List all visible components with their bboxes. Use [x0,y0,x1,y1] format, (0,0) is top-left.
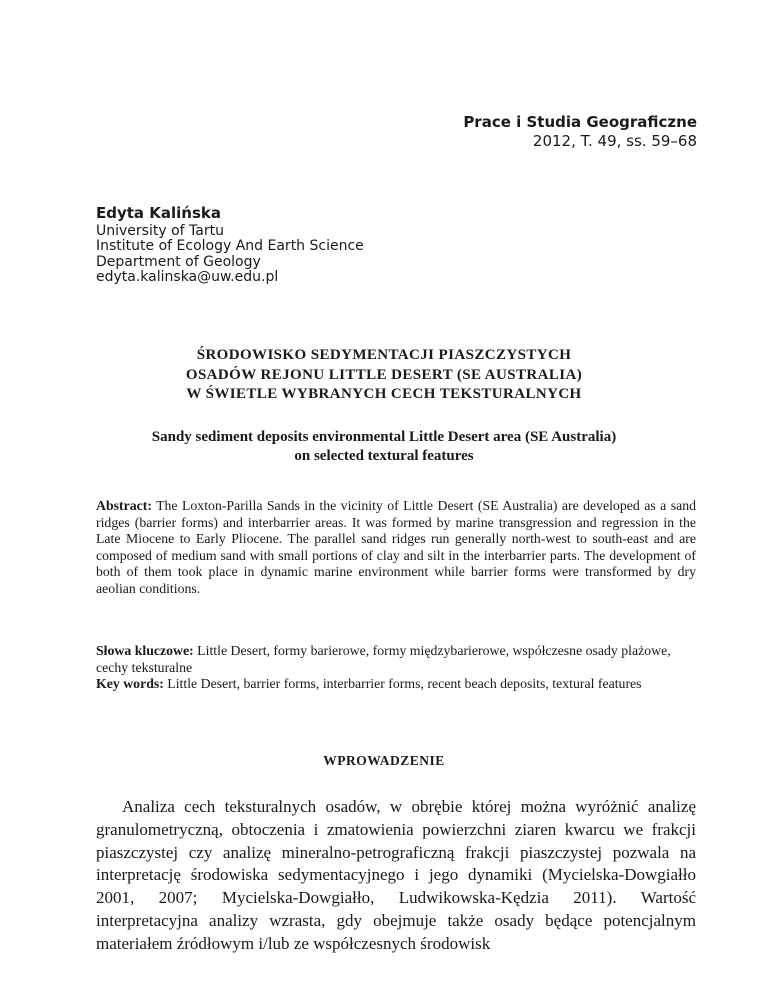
keywords-block [96,643,696,693]
keywords-en-label: Key words: [96,676,164,691]
title-en-line: on selected textural features [294,448,474,464]
abstract-label: Abstract: [96,498,152,513]
affiliation-department: Department of Geology [96,253,261,270]
body-text [96,796,696,956]
title-english [0,428,768,466]
affiliation-university: University of Tartu [96,222,224,239]
author-block [96,206,364,286]
title-pl-line: W ŚWIETLE WYBRANYCH CECH TEKSTURALNYCH [186,386,582,402]
title-pl-line: ŚRODOWISKO SEDYMENTACJI PIASZCZYSTYCH [196,347,572,363]
section-heading: WPROWADZENIE [323,753,445,768]
body-paragraph: Analiza cech teksturalnych osadów, w obrębie której można wyróżnić analizę granulometryczną, obtoczenia i zmatowienia powierzchni ziaren kwarcu we frakcji piaszczystej czy analizę mineralno-petrograficzną frakcji piaszczystej pozwala na interpretację środowiska sedymentacyjnego i jego dynamiki (Mycielska-Dowgiałło 2001, 2007; Mycielska-Dowgiałło, Ludwikowska-Kędzia 2011). Wartość interpretacyjna analizy wzrasta, gdy obejmuje także osady będące potencjalnym materiałem źródłowym i/lub ze współczesnych środowisk [96,797,696,953]
title-pl-line: OSADÓW REJONU LITTLE DESERT (SE AUSTRALIA) [185,366,583,383]
title-polish [0,346,768,405]
abstract-text: The Loxton-Parilla Sands in the vicinity of Little Desert (SE Australia) are developed as a sand ridges (barrier forms) and interbarrier areas. It was formed by marine transgression and regression in the Late Miocene to Early Pliocene. The parallel sand ridges run generally north-west to south-east and are composed of medium sand with small portions of clay and silt in the interbarrier parts. The development of both of them took place in dynamic marine environment while barrier forms were transformed by dry aeolian conditions. [96,498,696,596]
keywords-polish [96,643,696,676]
affiliation-institute: Institute of Ecology And Earth Science [96,238,364,254]
keywords-english [96,676,696,693]
journal-header [463,113,697,151]
keywords-pl-text: Little Desert, formy barierowe, formy międzybarierowe, współczesne osady plażowe, cechy teksturalne [96,643,671,675]
author-email[interactable]: edyta.kalinska@uw.edu.pl [96,269,279,285]
title-en-line: Sandy sediment deposits environmental Little Desert area (SE Australia) [151,429,617,445]
keywords-en-text: Little Desert, barrier forms, interbarrier forms, recent beach deposits, textural features [163,676,642,691]
journal-title: Prace i Studia Geograficzne [463,113,697,131]
keywords-pl-label: Słowa kluczowe: [96,643,194,658]
journal-citation: 2012, T. 49, ss. 59–68 [532,132,697,150]
abstract [96,498,696,597]
author-name: Edyta Kalińska [96,204,222,222]
